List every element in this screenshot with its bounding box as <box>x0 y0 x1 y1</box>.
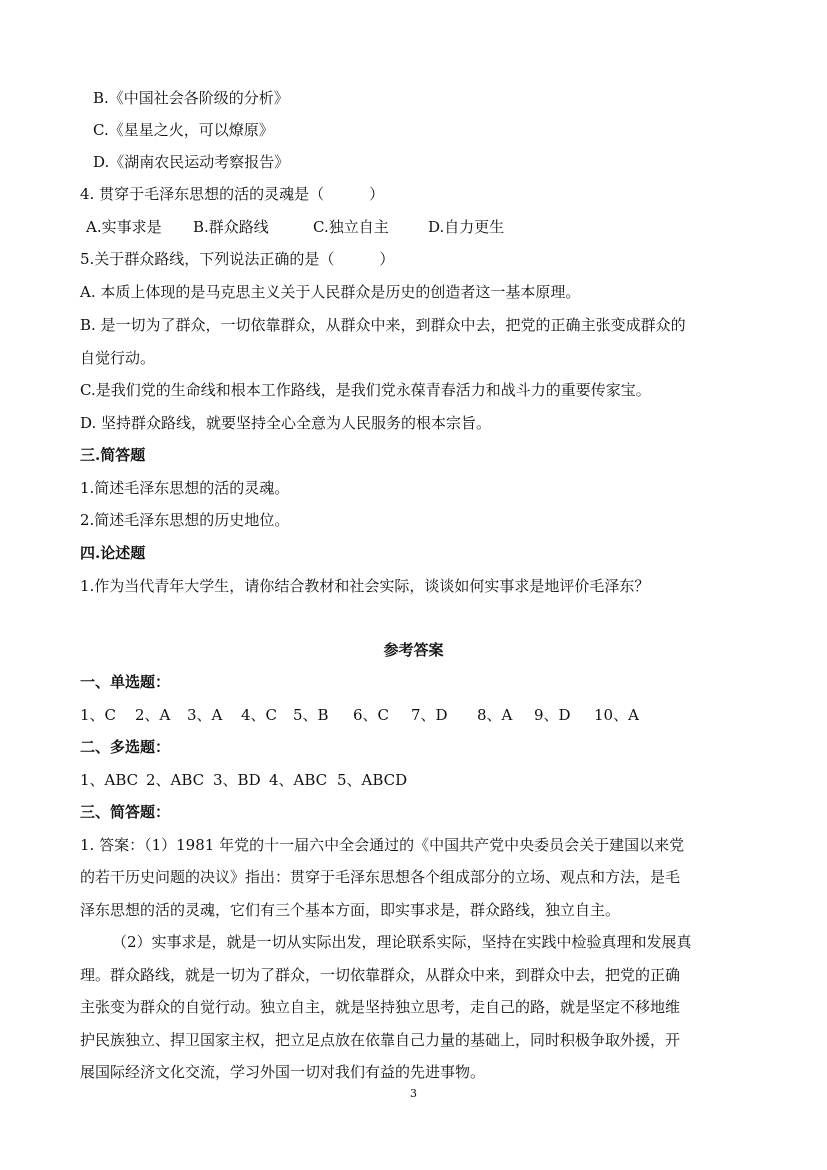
answer-paragraph-line: 1. 答案：（1）1981 年党的十一届六中全会通过的《中国共产党中央委员会关于建国以来党 <box>80 836 685 854</box>
answer-item: 4、ABC <box>269 771 328 789</box>
answer-item: 1、ABC <box>80 771 139 789</box>
option-b-text: B.《中国社会各阶级的分析》 <box>93 89 289 107</box>
answer-item: 6、C <box>353 706 390 724</box>
answer-paragraph-line: （2）实事求是，就是一切从实际出发，理论联系实际，坚持在实践中检验真理和发展真 <box>112 933 692 951</box>
question-4-option-b: B.群众路线 <box>193 218 269 236</box>
question-4-option-a: A.实事求是 <box>86 218 162 236</box>
question-5-option-b-cont: 自觉行动。 <box>80 349 156 367</box>
answer-item: 2、A <box>135 706 171 724</box>
question-5-option-c: C.是我们党的生命线和根本工作路线，是我们党永葆青春活力和战斗力的重要传家宝。 <box>80 381 651 399</box>
answer-item: 3、BD <box>213 771 261 789</box>
page-number: 3 <box>410 1087 417 1100</box>
answer-item: 4、C <box>241 706 278 724</box>
answer-item: 9、D <box>534 706 571 724</box>
answer-paragraph-line: 护民族独立、捍卫国家主权，把立足点放在依靠自己力量的基础上，同时积极争取外援，开 <box>80 1031 681 1049</box>
answer-item: 1、C <box>80 706 117 724</box>
option-d-text: D.《湖南农民运动考察报告》 <box>93 153 290 171</box>
answer-heading-multiple-choice: 二、多选题： <box>80 738 171 756</box>
short-answer-question-1: 1.简述毛泽东思想的活的灵魂。 <box>80 479 290 497</box>
section-heading-short-answer: 三.简答题 <box>80 446 146 464</box>
question-4-option-c: C.独立自主 <box>313 218 389 236</box>
answer-item: 5、ABCD <box>337 771 408 789</box>
question-4: 4. 贯穿于毛泽东思想的活的灵魂是（ ） <box>80 185 385 203</box>
answer-paragraph-line: 主张变为群众的自觉行动。独立自主，就是坚持独立思考，走自己的路，就是坚定不移地维 <box>80 998 681 1016</box>
answer-key-title: 参考答案 <box>383 641 444 659</box>
question-4-option-d: D.自力更生 <box>428 218 505 236</box>
answer-item: 2、ABC <box>146 771 205 789</box>
answer-item: 8、A <box>477 706 513 724</box>
answer-paragraph-line: 泽东思想的活的灵魂，它们有三个基本方面，即实事求是，群众路线，独立自主。 <box>80 901 621 919</box>
answer-item: 3、A <box>187 706 223 724</box>
answer-heading-single-choice: 一、单选题： <box>80 673 171 691</box>
short-answer-question-2: 2.简述毛泽东思想的历史地位。 <box>80 511 290 529</box>
answer-paragraph-line: 理。群众路线，就是一切为了群众，一切依靠群众，从群众中来，到群众中去，把党的正确 <box>80 966 681 984</box>
multiple-choice-answers <box>80 770 407 790</box>
answer-item: 7、D <box>411 706 448 724</box>
essay-question-1: 1.作为当代青年大学生，请你结合教材和社会实际，谈谈如何实事求是地评价毛泽东？ <box>80 577 650 595</box>
answer-item: 10、A <box>594 706 639 724</box>
answer-item: 5、B <box>293 706 329 724</box>
question-5: 5.关于群众路线，下列说法正确的是（ ） <box>80 250 395 268</box>
section-heading-essay: 四.论述题 <box>80 544 146 562</box>
question-5-option-a: A. 本质上体现的是马克思主义关于人民群众是历史的创造者这一基本原理。 <box>80 283 581 301</box>
answer-paragraph-line: 展国际经济文化交流，学习外国一切对我们有益的先进事物。 <box>80 1063 486 1081</box>
answer-heading-short-answer: 三、简答题： <box>80 803 171 821</box>
question-5-option-d: D. 坚持群众路线，就要坚持全心全意为人民服务的根本宗旨。 <box>80 414 492 432</box>
answer-paragraph-line: 的若干历史问题的决议》指出：贯穿于毛泽东思想各个组成部分的立场、观点和方法，是毛 <box>80 868 681 886</box>
question-5-option-b: B. 是一切为了群众，一切依靠群众，从群众中来，到群众中去，把党的正确主张变成群众的 <box>80 316 686 334</box>
single-choice-answers <box>80 705 639 725</box>
option-c-text: C.《星星之火，可以燎原》 <box>93 121 274 139</box>
